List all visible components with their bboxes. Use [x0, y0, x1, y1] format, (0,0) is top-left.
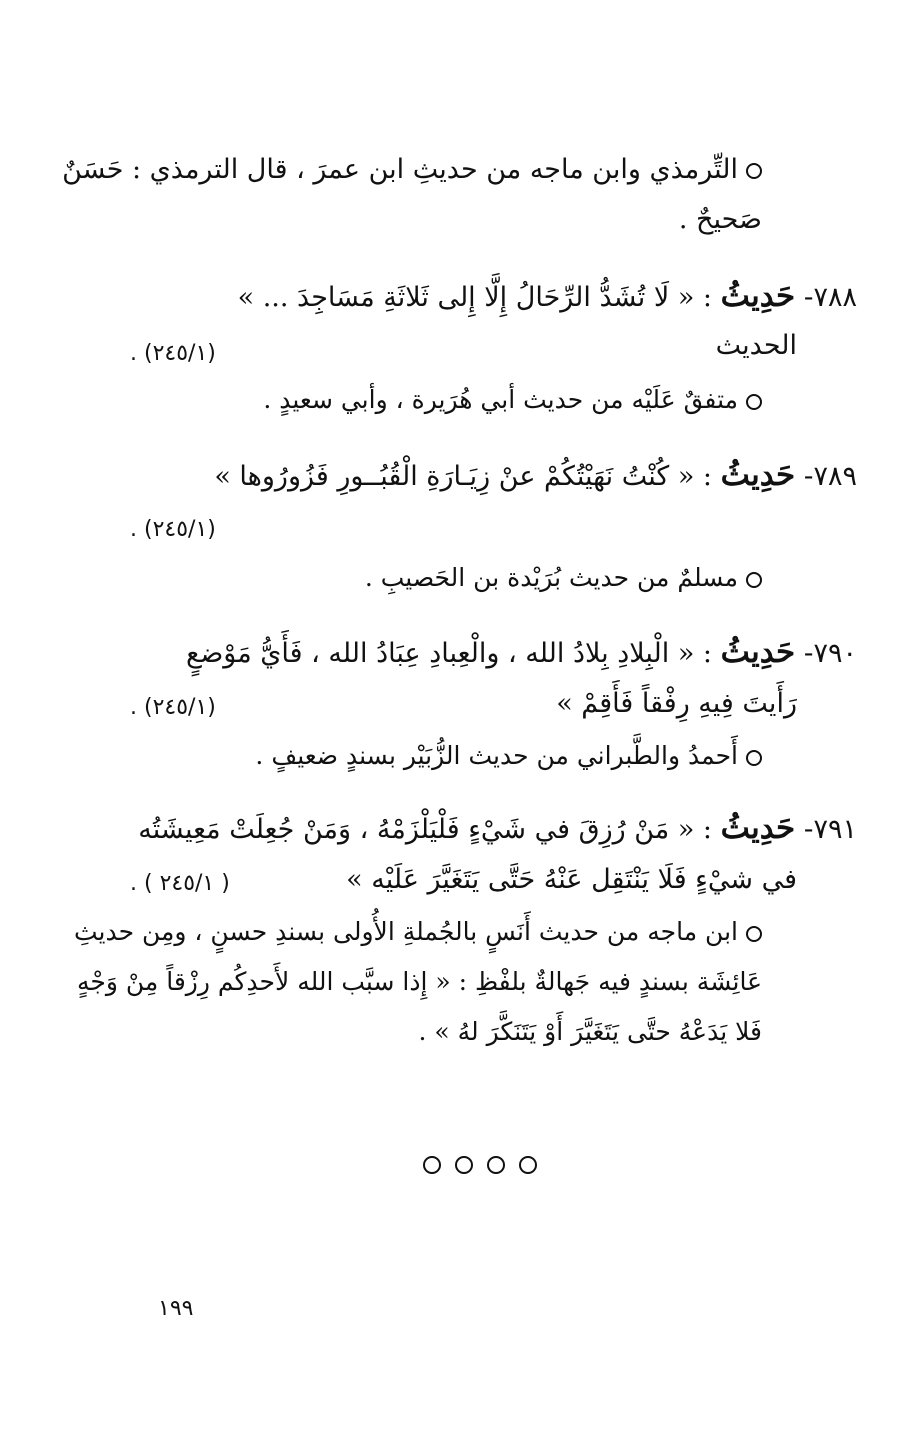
hadith-number: ٧٩٠- [803, 638, 857, 669]
commentary-line [255, 736, 762, 776]
commentary-line [74, 912, 762, 952]
hadith-number: ٧٩١- [803, 814, 857, 845]
commentary-text: صَحيحٌ . [678, 204, 762, 235]
commentary-text: عَائِشَة بسندٍ فيه جَهالةٌ بلفْظِ : « إِذا سبَّب الله لأَحدِكُم رِزْقاً مِنْ وَجْهٍ [76, 967, 762, 996]
circle-ornament-icon [487, 1156, 505, 1174]
circle-bullet-icon [746, 926, 762, 942]
commentary-line [418, 1012, 762, 1052]
section-divider [423, 1156, 537, 1174]
hadith-line [556, 684, 797, 724]
circle-bullet-icon [746, 163, 762, 179]
hadith-text: رَأَيتَ فِيهِ رِفْقاً فَأَقِمْ » [556, 688, 797, 719]
page-number: ١٩٩ [158, 1296, 194, 1321]
hadith-reference: (٢٤٥/١) . [130, 517, 216, 542]
hadith-keyword: حَدِيثُ [720, 457, 796, 493]
hadith-reference: (٢٤٥/١) . [130, 695, 216, 720]
commentary-text: التِّرمذي وابن ماجه من حديثِ ابن عمرَ ، قال الترمذي : حَسَنٌ [62, 154, 738, 185]
commentary-text: فَلا يَدَعْهُ حتَّى يَتَغَيَّرَ أَوْ يَتَنَكَّرَ لهُ » . [418, 1017, 762, 1046]
hadith-text: في شيْءٍ فَلَا يَنْتَقِل عَنْهُ حَتَّى يَتَغَيَّرَ عَلَيْه » [346, 864, 797, 895]
circle-bullet-icon [746, 394, 762, 410]
hadith-text: : « الْبِلادِ بِلادُ الله ، والْعِبادِ عِبَادُ الله ، فَأَيُّ مَوْضعٍ [185, 638, 713, 669]
hadith-keyword: حَدِيثُ [720, 810, 796, 846]
circle-ornament-icon [519, 1156, 537, 1174]
hadith-text: : « كُنْتُ نَهَيْتُكُمْ عنْ زِيَـارَةِ الْقُبُــورِ فَزُورُوها » [214, 461, 713, 492]
circle-bullet-icon [746, 750, 762, 766]
hadith-heading [238, 276, 857, 318]
hadith-keyword: حَدِيثُ [720, 634, 796, 670]
circle-bullet-icon [746, 572, 762, 588]
commentary-line [263, 380, 762, 420]
hadith-number: ٧٨٩- [803, 461, 857, 492]
hadith-line [716, 326, 797, 366]
commentary-text: مسلمٌ من حديث بُرَيْدة بن الحَصيبِ . [364, 563, 738, 592]
commentary-line [365, 558, 762, 598]
hadith-line [346, 860, 797, 900]
hadith-heading [186, 632, 857, 674]
hadith-text: : « مَنْ رُزِقَ في شَيْءٍ فَلْيَلْزَمْهُ ، وَمَنْ جُعِلَتْ مَعِيشَتُه [138, 814, 713, 845]
commentary-text: ابن ماجه من حديث أَنَسٍ بالجُملةِ الأُولى بسندِ حسنٍ ، ومِن حديثِ [73, 917, 738, 946]
hadith-keyword: حَدِيثُ [720, 278, 796, 314]
commentary-text: أَحمدُ والطَّبراني من حديث الزُّبَيْر بسندٍ ضعيفٍ . [255, 741, 738, 770]
hadith-number: ٧٨٨- [803, 282, 857, 313]
hadith-heading [214, 455, 857, 497]
hadith-reference: (٢٤٥/١) . [130, 341, 216, 366]
hadith-heading [138, 808, 857, 850]
commentary-text: متفقٌ عَلَيْه من حديث أبي هُرَيرة ، وأبي سعيدٍ . [263, 385, 738, 414]
circle-ornament-icon [423, 1156, 441, 1174]
hadith-text: : « لَا تُشَدُّ الرِّحَالُ إِلَّا إِلى ثَلاثَةِ مَسَاجِدَ ... » [237, 282, 713, 313]
commentary-line [679, 200, 762, 240]
circle-ornament-icon [455, 1156, 473, 1174]
hadith-text: الحديث [715, 330, 797, 361]
hadith-reference: ( ٢٤٥/١ ) . [130, 871, 230, 896]
commentary-line [77, 962, 762, 1002]
commentary-line [62, 150, 762, 190]
